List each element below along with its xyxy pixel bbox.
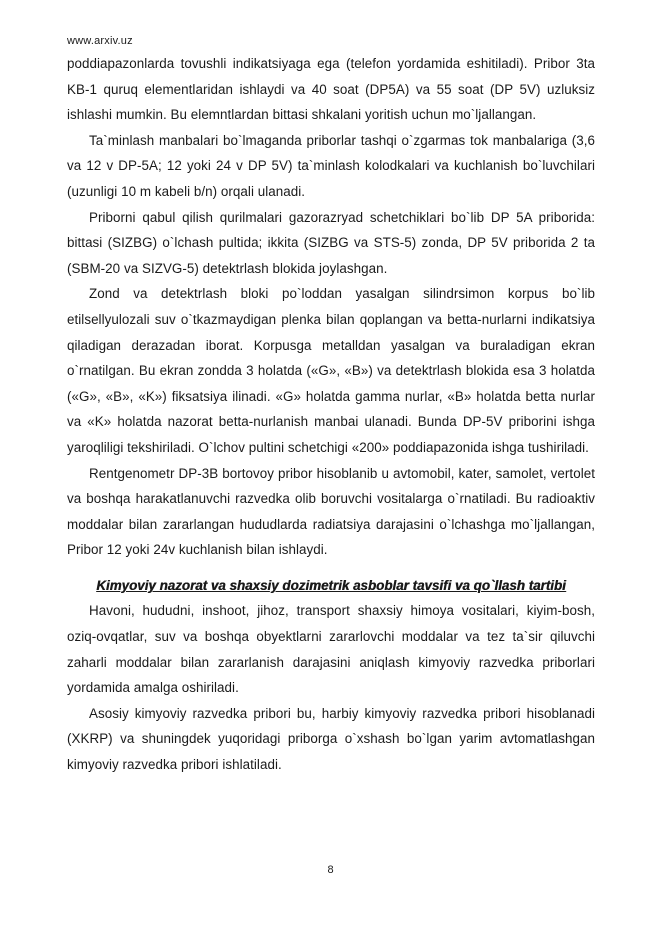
paragraph-detectors: Priborni qabul qilish qurilmalari gazorazryad schetchiklari bo`lib DP 5A priborida: bittasi (SIZBG) o`lchash pultida; ikkita (SIZBG va STS-5) zonda, DP 5V priborida 2 ta (SBM-20 va SIZVG-5) detektrlash blokida joylashgan.	[67, 209, 595, 276]
paragraph-xkrp: Asosiy kimyoviy razvedka pribori bu, harbiy kimyoviy razvedka pribori hisoblanadi (XKRP) va shuningdek yuqoridagi priborga o`xshash bo`lgan yarim avtomatlashgan kimyoviy razvedka pribori ishlatiladi.	[67, 705, 595, 773]
site-url[interactable]: www.arxiv.uz	[67, 35, 133, 47]
section-heading: Kimyoviy nazorat va shaxsiy dozimetrik asboblar tavsifi va qo`llash tartibi	[96, 577, 566, 593]
paragraph-dp3b: Rentgenometr DP-3B bortovoy pribor hisoblanib u avtomobil, kater, samolet, vertolet va boshqa harakatlanuvchi razvedka olib boruvchi vositalarga o`rnatiladi. Bu radioaktiv moddalar bilan zararlangan hududlarda radiatsiya darajasini o`lchashga mo`ljallangan, Pribor 12 yoki 24v kuchlanish bilan ishlaydi.	[67, 465, 595, 558]
page-number: 8	[327, 864, 334, 876]
paragraph-power-supply: Ta`minlash manbalari bo`lmaganda priborlar tashqi o`zgarmas tok manbalariga (3,6 va 12 v DP-5A; 12 yoki 24 v DP 5V) ta`minlash kolodkalari va kuchlanish bo`luvchilari (uzunligi 10 m kabeli b/n) orqali ulanadi.	[67, 132, 595, 199]
paragraph-continuation: poddiapazonlarda tovushli indikatsiyaga ega (telefon yordamida eshitiladi). Pribor 3ta KB-1 quruq elementlaridan ishlaydi va 40 soat (DP5A) va 55 soat (DP 5V) uzluksiz ishlashi mumkin. Bu elemntlardan bittasi shkalani yoritish uchun mo`ljallangan.	[67, 56, 595, 123]
paragraph-chemical-recon: Havoni, hududni, inshoot, jihoz, transport shaxsiy himoya vositalari, kiyim-bosh, oziq-ovqatlar, suv va boshqa obyektlarni zararlovchi moddalar va tez ta`sir qiluvchi zaharli moddalar bilan zararlanish darajasini aniqlash kimyoviy razvedka priborlari yordamida amalga oshiriladi.	[67, 603, 595, 696]
document-body	[67, 51, 595, 778]
paragraph-probe-block: Zond va detektrlash bloki po`loddan yasalgan silindrsimon korpus bo`lib etilsellyulozali suv o`tkazmaydigan plenka bilan qoplangan va betta-nurlarni indikatsiya qiladigan derazadan iborat. Korpusga metalldan yasalgan va buraladigan ekran o`rnatilgan. Bu ekran zondda 3 holatda («G», «B») va detektrlash blokida esa 3 holatda («G», «B», «K») fiksatsiya ilinadi. «G» holatda gamma nurlar, «B» holatda betta nurlar va «K» holatda nazorat betta-nurlanish manbai ulanadi. Bunda DP-5V priborini ishga yaroqliligi tekshiriladi. O`lchov pultini schetchigi «200» poddiapazonida ishga tushiriladi.	[67, 286, 595, 455]
